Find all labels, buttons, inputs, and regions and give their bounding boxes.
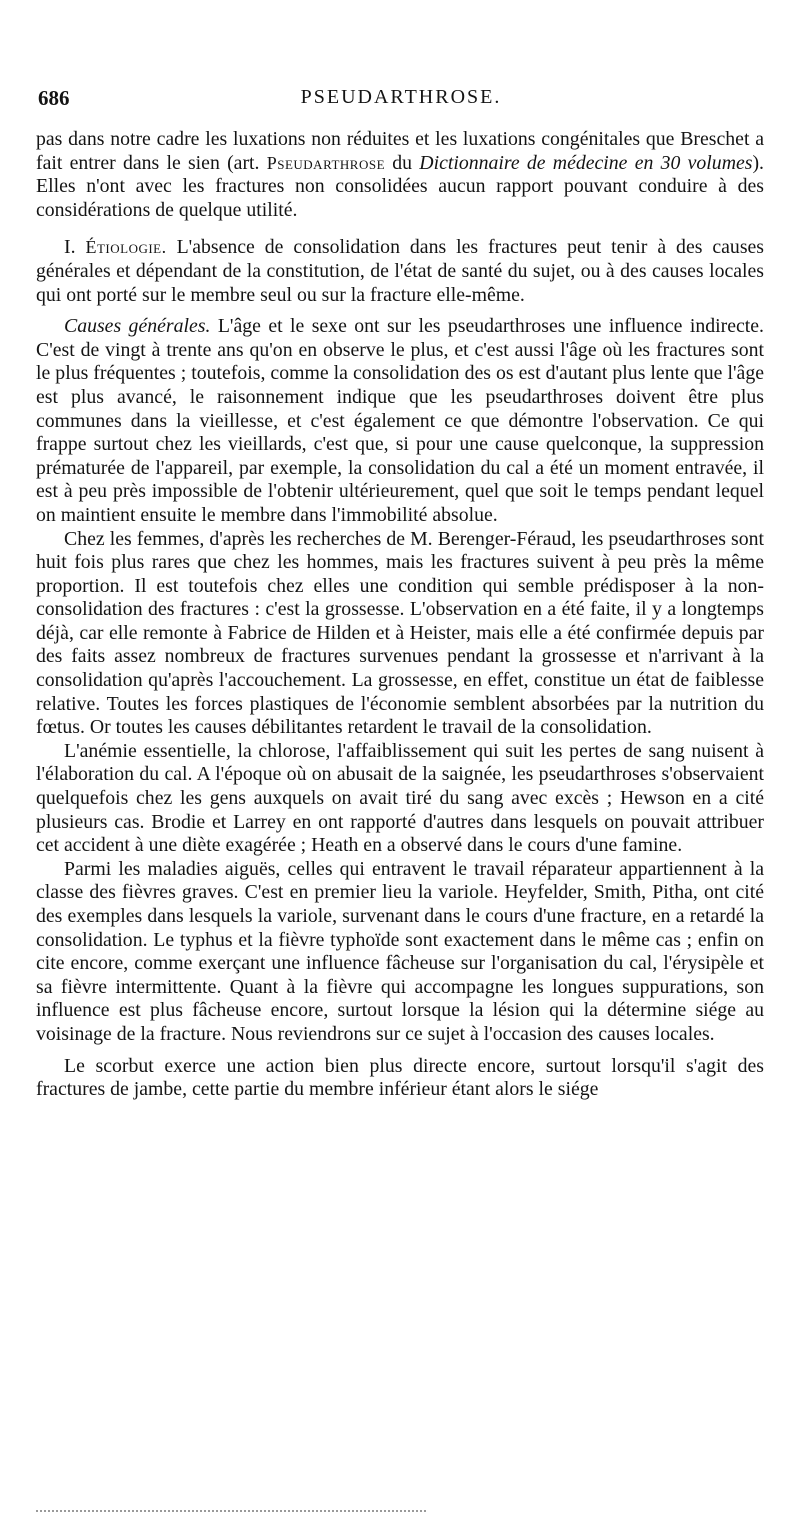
- paragraph-etiologie: [36, 236, 764, 307]
- page-header: [38, 86, 764, 116]
- page-number: 686: [38, 86, 70, 110]
- paragraph-scorbut: Le scorbut exerce une action bien plus directe encore, surtout lorsqu'il s'agit des fractures de jambe, cette partie du membre inférieur étant alors le siége: [36, 1054, 764, 1101]
- etiologie-text: L'absence de consolidation dans les fractures peut tenir à des causes générales et dépendant de la constitution, de l'état de santé du sujet, ou à des causes locales qui ont porté sur le membre seul ou sur la fracture elle-même.: [36, 236, 764, 306]
- paragraph-causes-generales: [36, 315, 764, 527]
- intro-text-b: du: [385, 151, 420, 174]
- paragraph-anemie: L'anémie essentielle, la chlorose, l'affaiblissement qui suit les pertes de sang nuisent à l'élaboration du cal. A l'époque où on abusait de la saignée, les pseudarthroses s'observaient quelquefois chez les gens auxquels on avait tiré du sang avec excès ; Hewson en a cité plusieurs cas. Brodie et Larrey en ont rapporté d'autres dans lesquels on pouvait attribuer cet accident à une diète exagérée ; Heath en a observé dans le cours d'une famine.: [36, 739, 764, 857]
- intro-dictionary-title: Dictionnaire de médecine en 30 volumes: [419, 151, 753, 174]
- paragraph-maladies-aigues: Parmi les maladies aiguës, celles qui entravent le travail réparateur appartiennent à la classe des fièvres graves. C'est en premier lieu la variole. Heyfelder, Smith, Pitha, ont cité des exemples dans lesquels la variole, survenant dans le cours d'une fracture, en a retardé la consolidation. Le typhus et la fièvre typhoïde sont exactement dans le même cas ; enfin on cite encore, comme exerçant une influence fâcheuse sur l'organisation du cal, l'érysipèle et sa fièvre intermittente. Quant à la fièvre qui accompagne les longues suppurations, son influence est plus fâcheuse encore, surtout lorsque la lésion qui la détermine siége au voisinage de la fracture. Nous reviendrons sur ce sujet à l'occasion des causes locales.: [36, 857, 764, 1045]
- running-title: PSEUDARTHROSE.: [300, 86, 502, 108]
- intro-text-a: pas dans notre cadre les luxations non réduites et les luxations congénitales que Breschet a fait entrer dans le sien (art.: [36, 128, 764, 174]
- paragraph-femmes: Chez les femmes, d'après les recherches de M. Berenger-Féraud, les pseudarthroses sont huit fois plus rares que chez les hommes, mais les fractures suivent à peu près la même proportion. Il est toutefois chez elles une condition qui semble prédisposer à la non-consolidation des fractures : c'est la grossesse. L'observation en a été faite, il y a longtemps déjà, car elle remonte à Fabrice de Hilden et à Heister, mais elle a été confirmée depuis par des faits assez nombreux de fractures survenues pendant la grossesse et n'arrivant à la consolidation qu'après l'accouchement. La grossesse, en effet, constitue un état de faiblesse relative. Toutes les forces plastiques de l'économie semblent absorbées par la nutrition du fœtus. Or toutes les causes débilitantes retardent le travail de la consolidation.: [36, 527, 764, 739]
- section-heading: Étiologie.: [85, 237, 167, 258]
- subsection-heading: Causes générales.: [64, 315, 211, 338]
- causes-generales-text: L'âge et le sexe ont sur les pseudarthroses une influence indirecte. C'est de vingt à trente ans qu'on en observe le plus, et c'est aussi l'âge où les fractures sont le plus fréquentes ; toutefois, comme la consolidation des os est d'autant plus lente que l'âge est plus avancé, le raisonnement indique que les pseudarthroses doivent être plus communes dans la vieillesse, et c'est également ce que démontre l'observation. Ce qui frappe surtout chez les vieillards, c'est que, si pour une cause quelconque, la suppression prématurée de l'appareil, par exemple, la consolidation du cal a été un moment entravée, il est à peu près impossible de l'obtenir ultérieurement, quel que soit le temps pendant lequel on maintient ensuite le membre dans l'immobilité absolue.: [36, 315, 764, 526]
- section-number: I.: [64, 236, 86, 259]
- footer-rule: [36, 1510, 426, 1512]
- paragraph-intro: [36, 128, 764, 222]
- intro-text-c: ). Elles n'ont avec les fractures non consolidées aucun rapport pouvant conduire à des considérations de quelque utilité.: [36, 151, 765, 221]
- body-text: [36, 128, 764, 1102]
- intro-article-title: Pseudarthrose: [266, 152, 386, 173]
